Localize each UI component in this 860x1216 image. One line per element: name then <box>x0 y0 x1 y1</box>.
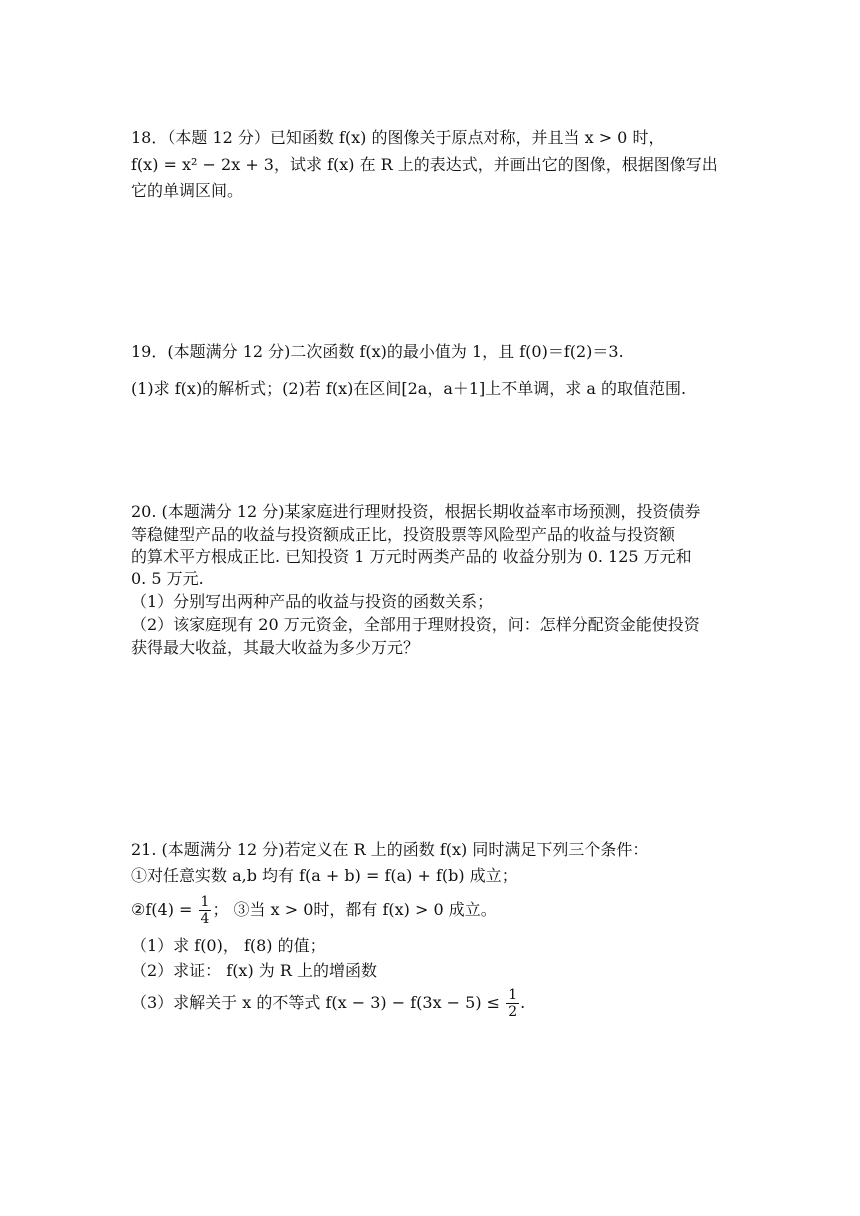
problem-21-line-1: 21. (本题满分 12 分)若定义在 R 上的函数 f(x) 同时满足下列三个条件： <box>131 840 649 859</box>
fraction-denominator: 2 <box>508 1004 518 1020</box>
problem-21-line-2: ①对任意实数 a,b 均有 f(a + b) = f(a) + f(b) 成立； <box>131 866 518 885</box>
problem-18-line-1: 18．（本题 12 分）已知函数 f(x) 的图像关于原点对称，并且当 x > 0 时， <box>131 128 665 147</box>
inequality-text: （3）求解关于 x 的不等式 f(x − 3) − f(3x − 5) ≤ <box>131 993 506 1012</box>
fraction-numerator: 1 <box>200 894 210 910</box>
problem-20-line-2: 等稳健型产品的收益与投资额成正比，投资股票等风险型产品的收益与投资额 <box>131 525 676 544</box>
problem-20-line-1: 20. (本题满分 12 分)某家庭进行理财投资，根据长期收益率市场预测，投资债券 <box>131 502 701 521</box>
fraction-one-half <box>506 988 519 1019</box>
circled-two-marker: ② <box>131 900 146 919</box>
problem-19-line-2: (1)求 f(x)的解析式；(2)若 f(x)在区间[2a，a＋1]上不单调，求 a 的取值范围. <box>131 379 687 398</box>
fraction-numerator: 1 <box>508 987 518 1003</box>
problem-21-line-3 <box>131 892 497 928</box>
condition-three-text: ； ③当 x > 0时，都有 f(x) > 0 成立。 <box>212 900 497 919</box>
problem-20-line-7: 获得最大收益，其最大收益为多少万元？ <box>131 638 420 657</box>
problem-20-line-3: 的算术平方根成正比. 已知投资 1 万元时两类产品的 收益分别为 0. 125 万元和 <box>131 547 692 566</box>
problem-20-line-6: （2）该家庭现有 20 万元资金，全部用于理财投资，问：怎样分配资金能使投资 <box>131 615 700 634</box>
problem-19-line-1: 19．(本题满分 12 分)二次函数 f(x)的最小值为 1，且 f(0)＝f(2)＝3. <box>131 342 624 361</box>
problem-21-line-5: （2）求证： f(x) 为 R 上的增函数 <box>131 961 378 980</box>
problem-18-line-2: f(x) = x² − 2x + 3，试求 f(x) 在 R 上的表达式，并画出它的图像，根据图像写出 <box>131 155 718 174</box>
problem-20-line-4: 0. 5 万元. <box>131 569 204 588</box>
condition-two-expression: f(4) = <box>145 900 198 919</box>
problem-21-line-6 <box>131 985 525 1021</box>
fraction-denominator: 4 <box>200 911 210 927</box>
fraction-one-quarter <box>199 895 212 926</box>
problem-21-line-4: （1）求 f(0)， f(8) 的值； <box>131 936 326 955</box>
problem-18-line-3: 它的单调区间。 <box>131 181 244 200</box>
problem-20-line-5: （1）分别写出两种产品的收益与投资的函数关系； <box>131 592 494 611</box>
inequality-end: . <box>520 993 526 1012</box>
